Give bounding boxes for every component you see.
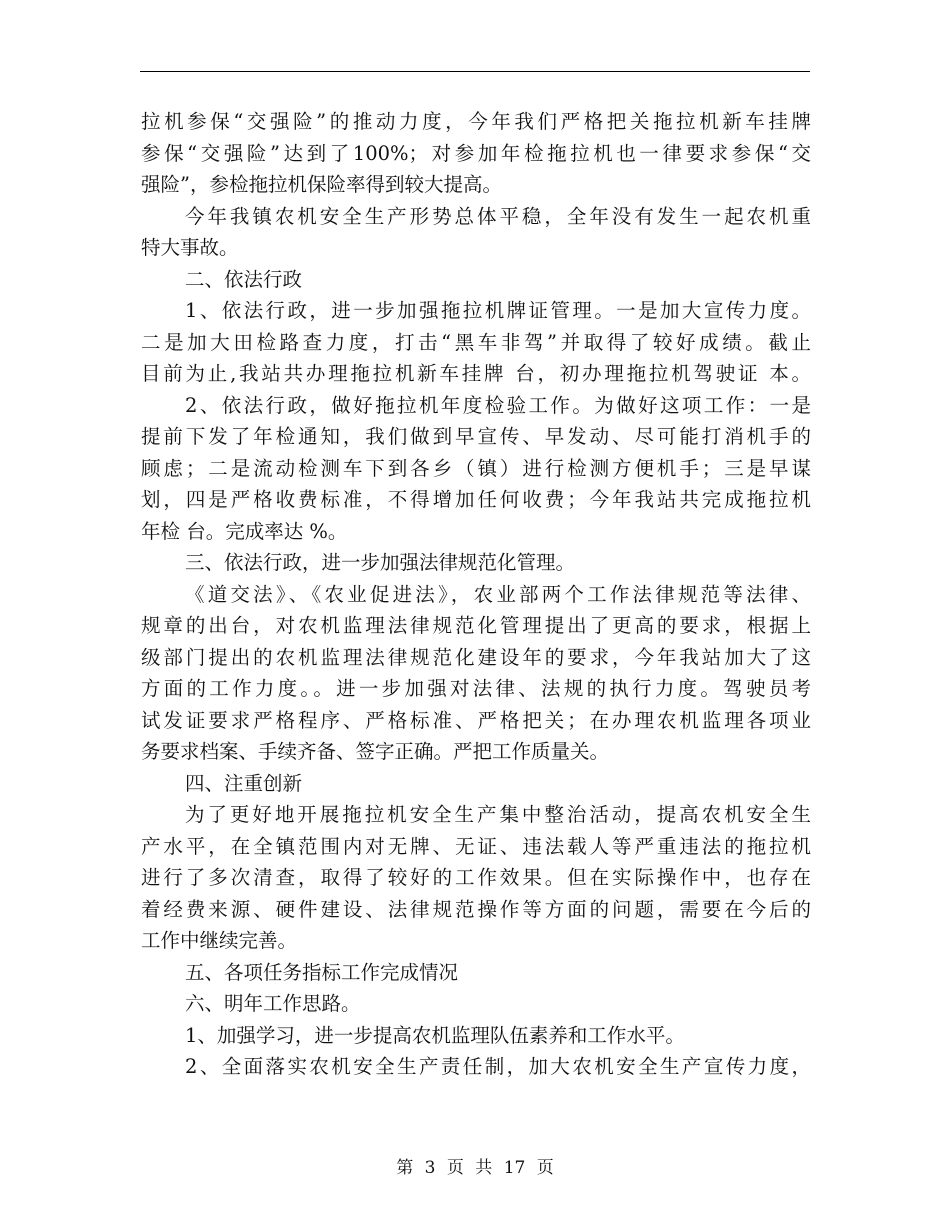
text-line: 特大事故。 xyxy=(141,236,239,259)
text-line: 提前下发了年检通知，我们做到早宣传、早发动、尽可能打消机手的 xyxy=(141,425,811,448)
text-line: 二、依法行政 xyxy=(185,267,303,291)
page-footer: 第 3 页 共 17 页 xyxy=(396,1158,554,1178)
text-line: 今年我镇农机安全生产形势总体平稳，全年没有发生一起农机重 xyxy=(185,204,811,228)
text-line: 1、加强学习，进一步提高农机监理队伍素养和工作水平。 xyxy=(185,1023,685,1047)
header-rule xyxy=(140,71,810,72)
text-line: 目前为止,我站共办理拖拉机新车挂牌 台，初办理拖拉机驾驶证 本。 xyxy=(141,362,811,385)
text-line: 2、全面落实农机安全生产责任制，加大农机安全生产宣传力度， xyxy=(185,1055,811,1078)
text-line: 试发证要求严格程序、严格标准、严格把关；在办理农机监理各项业 xyxy=(141,708,811,732)
text-line: 进行了多次清查，取得了较好的工作效果。但在实际操作中，也存在 xyxy=(141,866,811,889)
text-line: 着经费来源、硬件建设、法律规范操作等方面的问题，需要在今后的 xyxy=(141,897,811,921)
text-line: 2、依法行政，做好拖拉机年度检验工作。为做好这项工作：一是 xyxy=(185,393,811,417)
text-line: 务要求档案、手续齐备、签字正确。严把工作质量关。 xyxy=(141,740,610,763)
text-line: 三、依法行政，进一步加强法律规范化管理。 xyxy=(185,551,576,574)
text-line: 四、注重创新 xyxy=(185,771,303,795)
text-line: 《道交法》、《农业促进法》，农业部两个工作法律规范等法律、 xyxy=(185,582,811,606)
text-line: 二是加大田检路查力度，打击“黑车非驾”并取得了较好成绩。截止 xyxy=(141,330,811,354)
text-line: 规章的出台，对农机监理法律规范化管理提出了更高的要求，根据上 xyxy=(141,614,811,637)
text-line: 参保“交强险”达到了100%；对参加年检拖拉机也一律要求参保“交 xyxy=(141,141,811,165)
text-line: 产水平，在全镇范围内对无牌、无证、违法载人等严重违法的拖拉机 xyxy=(141,834,811,858)
text-line: 强险”，参检拖拉机保险率得到较大提高。 xyxy=(141,173,502,196)
text-line: 五、各项任务指标工作完成情况 xyxy=(185,960,459,984)
text-line: 为了更好地开展拖拉机安全生产集中整治活动，提高农机安全生 xyxy=(185,803,811,826)
text-line: 级部门提出的农机监理法律规范化建设年的要求，今年我站加大了这 xyxy=(141,645,811,669)
text-line: 拉机参保“交强险”的推动力度，今年我们严格把关拖拉机新车挂牌 xyxy=(141,110,811,133)
text-line: 年检 台。完成率达 %。 xyxy=(141,519,348,543)
text-line: 划，四是严格收费标准，不得增加任何收费；今年我站共完成拖拉机 xyxy=(141,488,811,511)
text-line: 顾虑；二是流动检测车下到各乡（镇）进行检测方便机手；三是早谋 xyxy=(141,456,811,480)
text-line: 工作中继续完善。 xyxy=(141,929,298,952)
document-body xyxy=(141,106,811,1083)
text-line: 方面的工作力度。。进一步加强对法律、法规的执行力度。驾驶员考 xyxy=(141,677,811,700)
text-line: 六、明年工作思路。 xyxy=(185,992,361,1015)
text-line: 1、依法行政，进一步加强拖拉机牌证管理。一是加大宣传力度。 xyxy=(185,299,811,322)
